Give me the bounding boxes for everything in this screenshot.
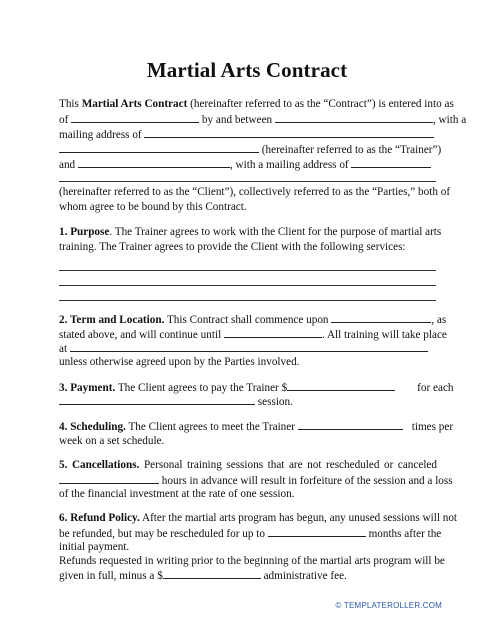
services-line-3[interactable] xyxy=(59,300,436,301)
date-blank[interactable] xyxy=(71,112,199,123)
payment-text: for each xyxy=(417,382,454,394)
intro-text: by and between xyxy=(201,114,273,126)
intro-text: and xyxy=(59,159,76,171)
intro-text: (hereinafter referred to as the “Contract”) is entered into as xyxy=(187,98,454,110)
notice-hours-blank[interactable] xyxy=(59,473,159,484)
cancellations-text: Personal training sessions that are not rescheduled or canceled xyxy=(139,459,437,471)
services-line-1[interactable] xyxy=(59,270,436,271)
intro-text: mailing address of xyxy=(59,129,142,141)
cancellations-heading: 5. Cancellations. xyxy=(59,459,140,471)
refund-heading: 6. Refund Policy. xyxy=(59,512,140,524)
intro-line-3 xyxy=(59,127,437,142)
location-blank[interactable] xyxy=(70,341,428,352)
intro-line-7: (hereinafter referred to as the “Client”), collectively referred to as the “Parties,” both of xyxy=(59,186,451,198)
trainer-address-blank-2[interactable] xyxy=(59,142,259,153)
purpose-text: . The Trainer agrees to work with the Client for the purpose of martial arts xyxy=(109,226,442,238)
payment-heading: 3. Payment. xyxy=(59,382,116,394)
term-line-3 xyxy=(59,341,437,356)
term-text: stated above, and will continue until xyxy=(59,329,222,341)
intro-line-1 xyxy=(59,97,454,111)
document-title: Martial Arts Contract xyxy=(146,58,348,82)
start-date-blank[interactable] xyxy=(331,312,431,323)
refund-text: given in full, minus a $ xyxy=(59,570,163,582)
intro-text: , with a mailing address of xyxy=(229,159,349,171)
payment-text: The Client agrees to pay the Trainer $ xyxy=(115,382,288,394)
intro-line-2 xyxy=(59,112,467,127)
scheduling-heading: 4. Scheduling. xyxy=(59,421,126,433)
scheduling-text: times per xyxy=(411,421,454,433)
purpose-heading: 1. Purpose xyxy=(59,226,110,238)
payment-text: session. xyxy=(255,396,293,408)
payment-amount-blank[interactable] xyxy=(287,380,395,391)
services-line-2[interactable] xyxy=(59,285,436,286)
purpose-line-1 xyxy=(59,225,442,239)
purpose-line-2: training. The Trainer agrees to provide the Client with the following services: xyxy=(59,241,406,253)
term-text: This Contract shall commence upon xyxy=(164,314,329,326)
cancellations-line-1 xyxy=(59,458,437,472)
refund-line-5 xyxy=(59,568,437,583)
term-text: . All training will take place xyxy=(321,329,447,341)
reschedule-months-blank[interactable] xyxy=(268,526,366,537)
refund-text: administrative fee. xyxy=(260,570,347,582)
payment-line-2 xyxy=(59,394,437,409)
refund-line-1 xyxy=(59,511,458,525)
session-type-blank[interactable] xyxy=(59,394,255,405)
intro-text: This xyxy=(59,98,82,110)
intro-line-5 xyxy=(59,157,437,172)
client-name-blank[interactable] xyxy=(78,157,230,168)
term-heading: 2. Term and Location. xyxy=(59,314,165,326)
scheduling-line-2: week on a set schedule. xyxy=(59,435,165,447)
contract-name-bold: Martial Arts Contract xyxy=(81,98,188,110)
intro-text: , with a xyxy=(432,114,467,126)
refund-line-4: Refunds requested in writing prior to the beginning of the martial arts program will be xyxy=(59,555,445,567)
term-line-4: unless otherwise agreed upon by the Parties involved. xyxy=(59,356,300,368)
scheduling-line-1 xyxy=(59,419,454,434)
scheduling-text: The Client agrees to meet the Trainer xyxy=(125,421,295,433)
refund-line-3: initial payment. xyxy=(59,541,130,553)
payment-line-1 xyxy=(59,380,454,395)
client-address-line[interactable] xyxy=(59,181,436,182)
intro-text: of xyxy=(59,114,69,126)
end-date-blank[interactable] xyxy=(224,327,322,338)
refund-line-2 xyxy=(59,526,442,541)
admin-fee-blank[interactable] xyxy=(163,568,261,579)
term-line-2 xyxy=(59,327,447,342)
trainer-address-blank[interactable] xyxy=(144,127,434,138)
intro-line-4 xyxy=(59,142,442,157)
cancellations-line-3: of the financial investment at the rate of one session. xyxy=(59,488,295,500)
refund-text: After the martial arts program has begun, any unused sessions will not xyxy=(139,512,458,524)
refund-text: be refunded, but may be rescheduled for up to xyxy=(59,528,265,540)
cancellations-text: hours in advance will result in forfeiture of the session and a loss xyxy=(159,475,453,487)
footer-link[interactable]: © TEMPLATEROLLER.COM xyxy=(335,601,442,610)
times-per-week-blank[interactable] xyxy=(298,419,403,430)
refund-text: months after the xyxy=(368,528,442,540)
trainer-name-blank[interactable] xyxy=(275,112,433,123)
term-text: , as xyxy=(431,314,447,326)
intro-text: (hereinafter referred to as the “Trainer”) xyxy=(261,144,442,156)
intro-line-8: whom agree to be bound by this Contract. xyxy=(59,201,247,213)
term-line-1 xyxy=(59,312,447,327)
term-text: at xyxy=(59,343,68,355)
cancellations-line-2 xyxy=(59,473,453,488)
client-address-blank[interactable] xyxy=(351,157,431,168)
